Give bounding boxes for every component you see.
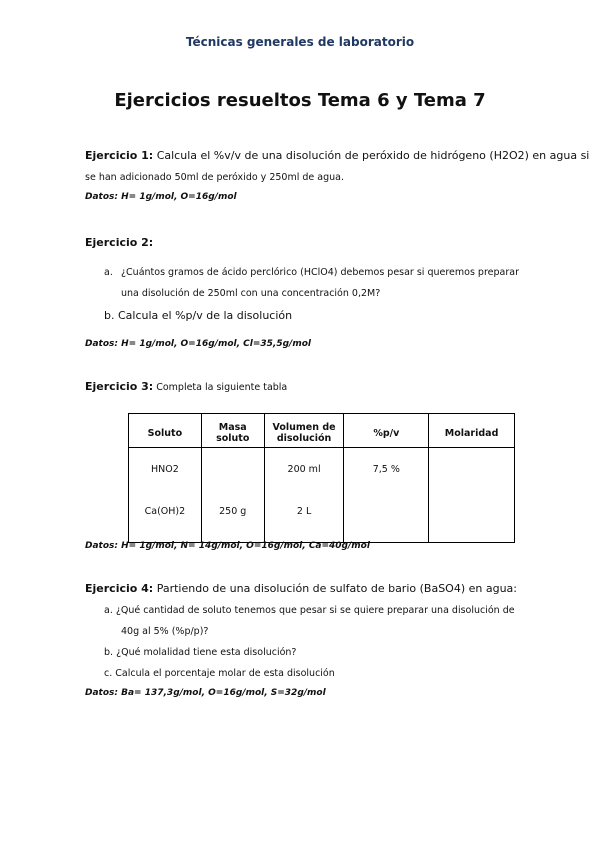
table-cell: Ca(OH)2 — [129, 494, 202, 543]
solution-table — [128, 413, 515, 543]
table-header-row — [129, 414, 515, 448]
col-header-molaridad: Molaridad — [429, 414, 515, 448]
exercise-3-datos: Datos: H= 1g/mol, N= 14g/mol, O=16g/mol, Ca=40g/mol — [85, 541, 370, 551]
exercise-1-datos: Datos: H= 1g/mol, O=16g/mol — [85, 192, 237, 202]
exercise-4-a-text-cont: 40g al 5% (%p/p)? — [121, 626, 209, 637]
col-header-volumen: Volumen de disolución — [264, 414, 344, 448]
table-cell — [429, 448, 515, 495]
exercise-2-datos: Datos: H= 1g/mol, O=16g/mol, Cl=35,5g/mol — [85, 339, 311, 349]
col-header-masa: Masa soluto — [201, 414, 264, 448]
exercise-4-b: b. ¿Qué molalidad tiene esta disolución? — [104, 647, 297, 658]
table-row — [129, 448, 515, 495]
exercise-3-label: Ejercicio 3: — [85, 380, 154, 393]
exercise-2-a-marker: a. — [104, 267, 113, 278]
exercise-2-a-text-cont: una disolución de 250ml con una concentración 0,2M? — [121, 288, 381, 299]
exercise-1 — [85, 149, 589, 162]
table-cell: 2 L — [264, 494, 344, 543]
exercise-4-label: Ejercicio 4: — [85, 582, 154, 595]
table-cell — [201, 448, 264, 495]
exercise-4-c: c. Calcula el porcentaje molar de esta disolución — [104, 668, 335, 679]
table-row — [129, 494, 515, 543]
exercise-4-text: Partiendo de una disolución de sulfato de bario (BaSO4) en agua: — [153, 582, 517, 595]
table-cell — [429, 494, 515, 543]
page-header: Técnicas generales de laboratorio — [185, 35, 415, 49]
table-cell: 250 g — [201, 494, 264, 543]
exercise-4 — [85, 582, 517, 595]
exercise-1-text: Calcula el %v/v de una disolución de peróxido de hidrógeno (H2O2) en agua si — [153, 149, 590, 162]
col-header-pv: %p/v — [344, 414, 429, 448]
exercise-3 — [85, 380, 287, 393]
exercise-1-text-cont: se han adicionado 50ml de peróxido y 250ml de agua. — [85, 172, 344, 183]
page-title: Ejercicios resueltos Tema 6 y Tema 7 — [114, 90, 486, 111]
table-cell: HNO2 — [129, 448, 202, 495]
exercise-2-a-text: ¿Cuántos gramos de ácido perclórico (HClO4) debemos pesar si queremos preparar — [121, 267, 519, 278]
exercise-4-a-text: a. ¿Qué cantidad de soluto tenemos que pesar si se quiere preparar una disolución de — [104, 605, 515, 616]
exercise-3-text: Completa la siguiente tabla — [153, 382, 288, 393]
col-header-soluto: Soluto — [129, 414, 202, 448]
exercise-4-datos: Datos: Ba= 137,3g/mol, O=16g/mol, S=32g/mol — [85, 688, 326, 698]
table-cell: 7,5 % — [344, 448, 429, 495]
table-cell — [344, 494, 429, 543]
exercise-2-label: Ejercicio 2: — [85, 236, 154, 249]
table-cell: 200 ml — [264, 448, 344, 495]
exercise-2-b: b. Calcula el %p/v de la disolución — [104, 309, 293, 322]
exercise-1-label: Ejercicio 1: — [85, 149, 154, 162]
